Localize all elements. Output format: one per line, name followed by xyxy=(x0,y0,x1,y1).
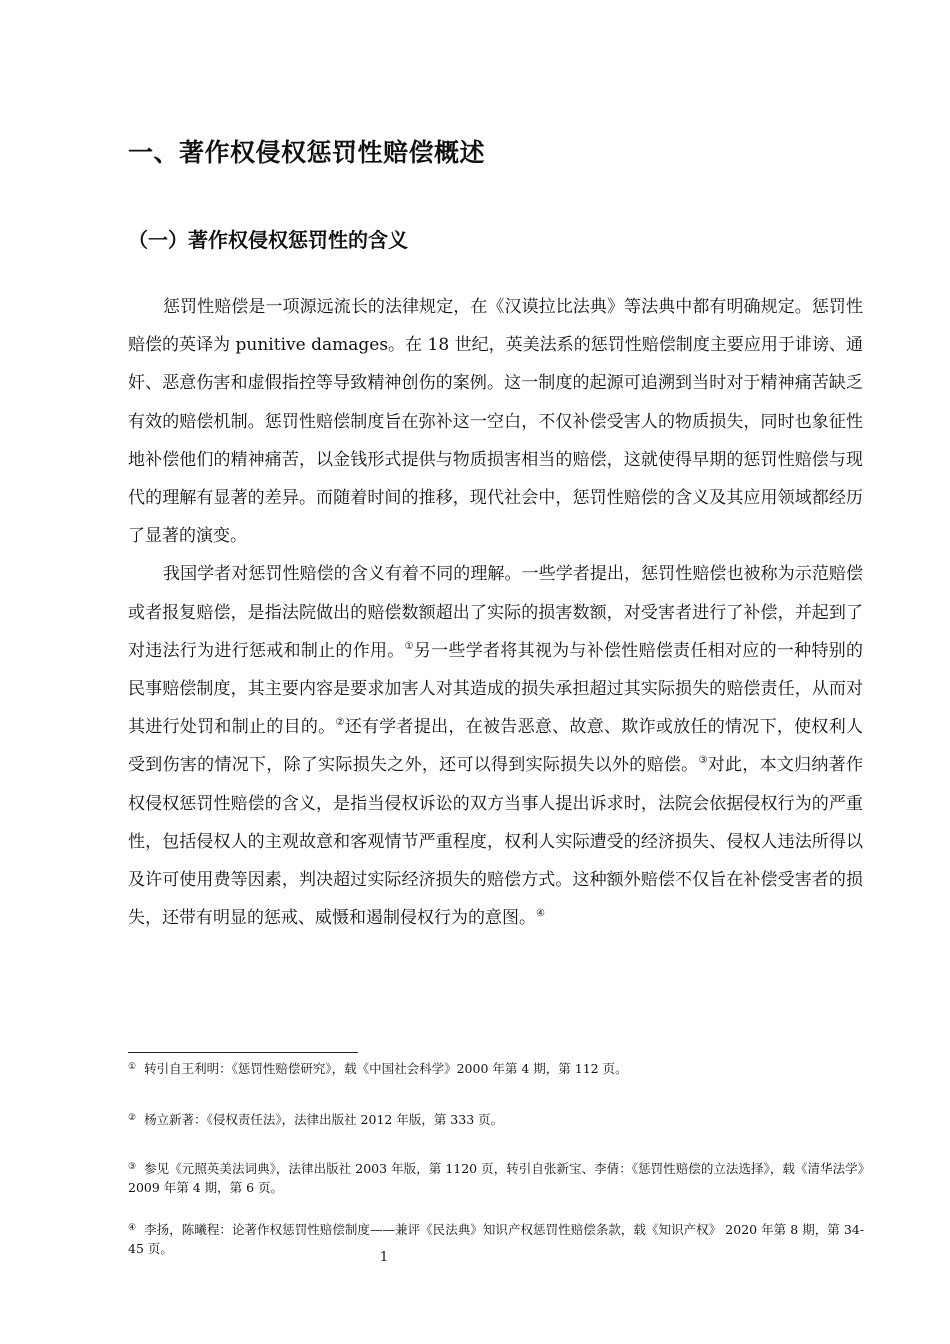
section-heading: 一、著作权侵权惩罚性赔偿概述 xyxy=(128,138,486,167)
footnote-2 xyxy=(128,1109,864,1129)
footnotes xyxy=(128,1058,864,1258)
footnote-reference[interactable]: ③ xyxy=(698,755,708,767)
footnote-reference[interactable]: ④ xyxy=(536,908,545,920)
footnote-text: 参见《元照英美法词典》，法律出版社 2003 年版，第 1120 页，转引自张新宝、李倩：《惩罚性赔偿的立法选择》，载《清华法学》2009 年第 4 期，第 6 页。 xyxy=(128,1161,864,1195)
paragraph-1 xyxy=(128,288,863,555)
footnote-mark: ② xyxy=(128,1113,137,1123)
page-number: 1 xyxy=(379,1250,389,1265)
footnote-separator xyxy=(128,1052,358,1053)
paragraph-2 xyxy=(128,555,863,937)
paragraph-text: 惩罚性赔偿是一项源远流长的法律规定，在《汉谟拉比法典》等法典中都有明确规定。惩罚性赔偿的英译为 punitive damages。在 18 世纪，英美法系的惩罚性赔偿制度主要应用于诽谤、通奸、恶意伤害和虚假指控等导致精神创伤的案例。这一制度的起源可追溯到当时对于精神痛苦缺乏有效的赔偿机制。惩罚性赔偿制度旨在弥补这一空白，不仅补偿受害人的物质损失，同时也象征性地补偿他们的精神痛苦，以金钱形式提供与物质损害相当的赔偿，这就使得早期的惩罚性赔偿与现代的理解有显著的差异。而随着时间的推移，现代社会中，惩罚性赔偿的含义及其应用领域都经历了显著的演变。 xyxy=(128,297,863,547)
footnote-text: 转引自王利明：《惩罚性赔偿研究》，载《中国社会科学》2000 年第 4 期，第 112 页。 xyxy=(144,1061,628,1076)
footnote-mark: ③ xyxy=(128,1162,137,1172)
footnote-reference[interactable]: ② xyxy=(335,717,345,729)
subsection-heading: （一）著作权侵权惩罚性的含义 xyxy=(128,228,408,252)
footnote-text: 李扬，陈曦程：论著作权惩罚性赔偿制度——兼评《民法典》知识产权惩罚性赔偿条款，载《知识产权》 2020 年第 8 期，第 34-45 页。 xyxy=(128,1222,864,1256)
footnote-mark: ① xyxy=(128,1062,137,1072)
paragraph-text: 我国学者对惩罚性赔偿的含义有着不同的理解。一些学者提出，惩罚性赔偿也被称为示范赔偿或者报复赔偿，是指法院做出的赔偿数额超出了实际的损害数额，对受害者进行了补偿，并起到了对违法行为进行惩戒和制止的作用。 xyxy=(128,564,863,661)
footnote-3 xyxy=(128,1158,864,1197)
paragraph-text: 还有学者提出，在被告恶意、故意、欺诈或放任的情况下，使权利人受到伤害的情况下，除了实际损失之外，还可以得到实际损失以外的赔偿。 xyxy=(128,717,864,776)
footnote-mark: ④ xyxy=(128,1223,137,1233)
footnote-text: 杨立新著：《侵权责任法》，法律出版社 2012 年版，第 333 页。 xyxy=(144,1112,504,1127)
paragraph-text: 对此，本文归纳著作权侵权惩罚性赔偿的含义，是指当侵权诉讼的双方当事人提出诉求时，法院会依据侵权行为的严重性，包括侵权人的主观故意和客观情节严重程度，权利人实际遭受的经济损失、侵权人违法所得以及许可使用费等因素，判决超过实际经济损失的赔偿方式。这种额外赔偿不仅旨在补偿受害者的损失，还带有明显的惩戒、威慑和遏制侵权行为的意图。 xyxy=(128,755,864,929)
body-text xyxy=(128,288,863,937)
footnote-reference[interactable]: ① xyxy=(404,640,414,652)
footnote-1 xyxy=(128,1058,864,1078)
paragraph-text: 另一些学者将其视为与补偿性赔偿责任相对应的一种特别的民事赔偿制度，其主要内容是要求加害人对其造成的损失承担超过其实际损失的赔偿责任，从而对其进行处罚和制止的目的。 xyxy=(128,640,864,738)
